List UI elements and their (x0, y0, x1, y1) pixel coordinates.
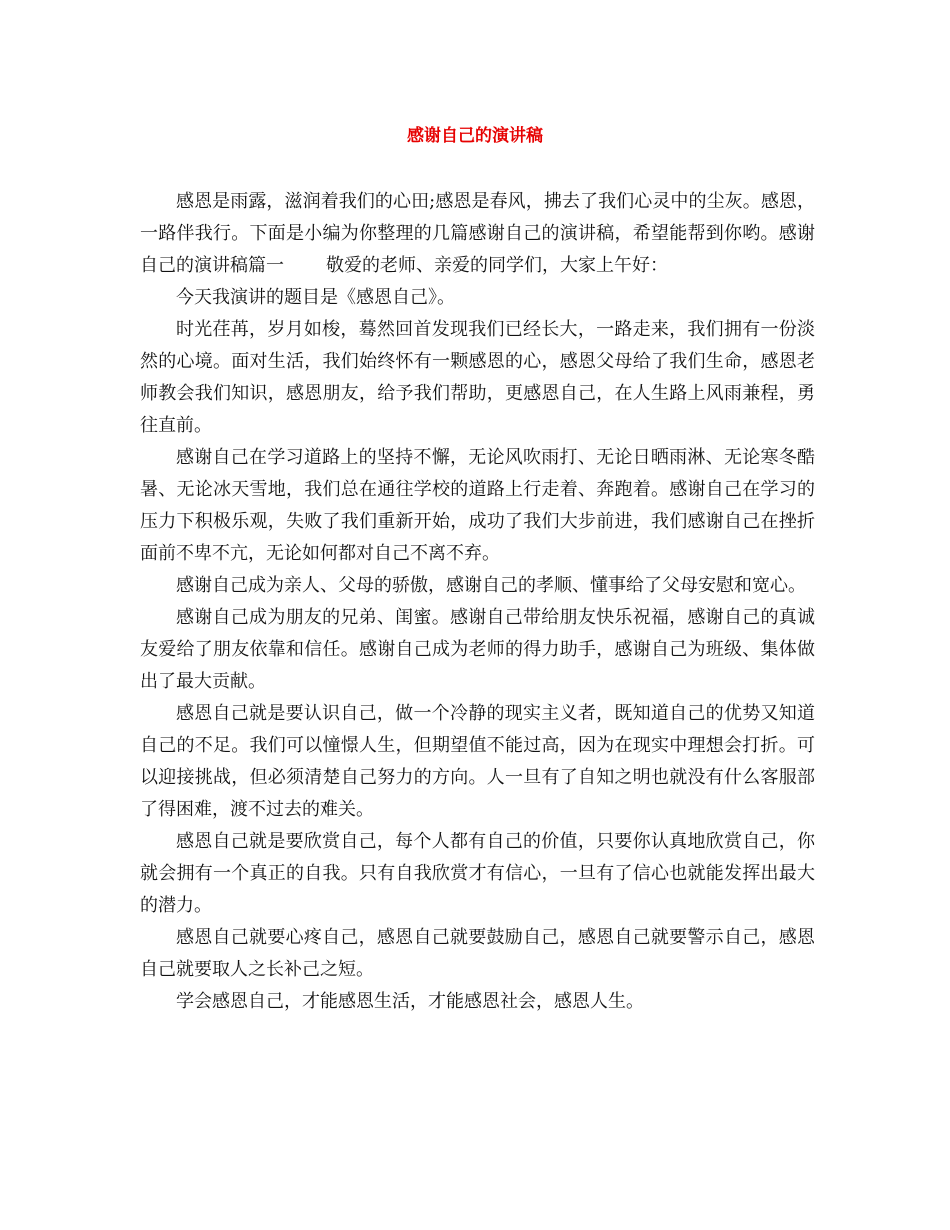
section-heading: 感谢自己的演讲稿篇一 (140, 223, 815, 276)
intro-text: 感恩是雨露，滋润着我们的心田;感恩是春风，拂去了我们心灵中的尘灰。感恩，一路伴我行。下面是小编为你整理的几篇感谢自己的演讲稿，希望能帮到你哟。 (140, 191, 815, 244)
body-paragraph: 时光荏苒，岁月如梭，蓦然回首发现我们已经长大，一路走来，我们拥有一份淡然的心境。面对生活，我们始终怀有一颗感恩的心，感恩父母给了我们生命，感恩老师教会我们知识，感恩朋友，给予我们帮助，更感恩自己，在人生路上风雨兼程，勇往直前。 (140, 319, 815, 436)
document-title: 感谢自己的演讲稿 (407, 126, 543, 146)
document-body (140, 186, 815, 1018)
body-paragraph: 今天我演讲的题目是《感恩自己》。 (176, 287, 455, 308)
intro-paragraph (140, 186, 815, 282)
body-paragraph: 感恩自己就是要认识自己，做一个冷静的现实主义者，既知道自己的优势又知道自己的不足。我们可以憧憬人生，但期望值不能过高，因为在现实中理想会打折。可以迎接挑战，但必须清楚自己努力的方向。人一旦有了自知之明也就没有什么客服部了得困难，渡不过去的难关。 (140, 703, 815, 820)
body-paragraph: 感恩自己就是要欣赏自己，每个人都有自己的价值，只要你认真地欣赏自己，你就会拥有一个真正的自我。只有自我欣赏才有信心，一旦有了信心也就能发挥出最大的潜力。 (140, 831, 815, 916)
body-paragraph: 感谢自己成为亲人、父母的骄傲，感谢自己的孝顺、懂事给了父母安慰和宽心。 (176, 575, 806, 596)
body-paragraph: 感恩自己就要心疼自己，感恩自己就要鼓励自己，感恩自己就要警示自己，感恩自己就要取人之长补己之短。 (140, 927, 815, 980)
body-paragraph: 感谢自己在学习道路上的坚持不懈，无论风吹雨打、无论日晒雨淋、无论寒冬酷暑、无论冰天雪地，我们总在通往学校的道路上行走着、奔跑着。感谢自己在学习的压力下积极乐观，失败了我们重新开始，成功了我们大步前进，我们感谢自己在挫折面前不卑不亢，无论如何都对自己不离不弃。 (140, 447, 815, 564)
greeting-text: 敬爱的老师、亲爱的同学们，大家上午好： (326, 255, 668, 276)
body-paragraph: 学会感恩自己，才能感恩生活，才能感恩社会，感恩人生。 (176, 991, 644, 1012)
body-paragraph: 感谢自己成为朋友的兄弟、闺蜜。感谢自己带给朋友快乐祝福，感谢自己的真诚友爱给了朋友依靠和信任。感谢自己成为老师的得力助手，感谢自己为班级、集体做出了最大贡献。 (140, 607, 815, 692)
